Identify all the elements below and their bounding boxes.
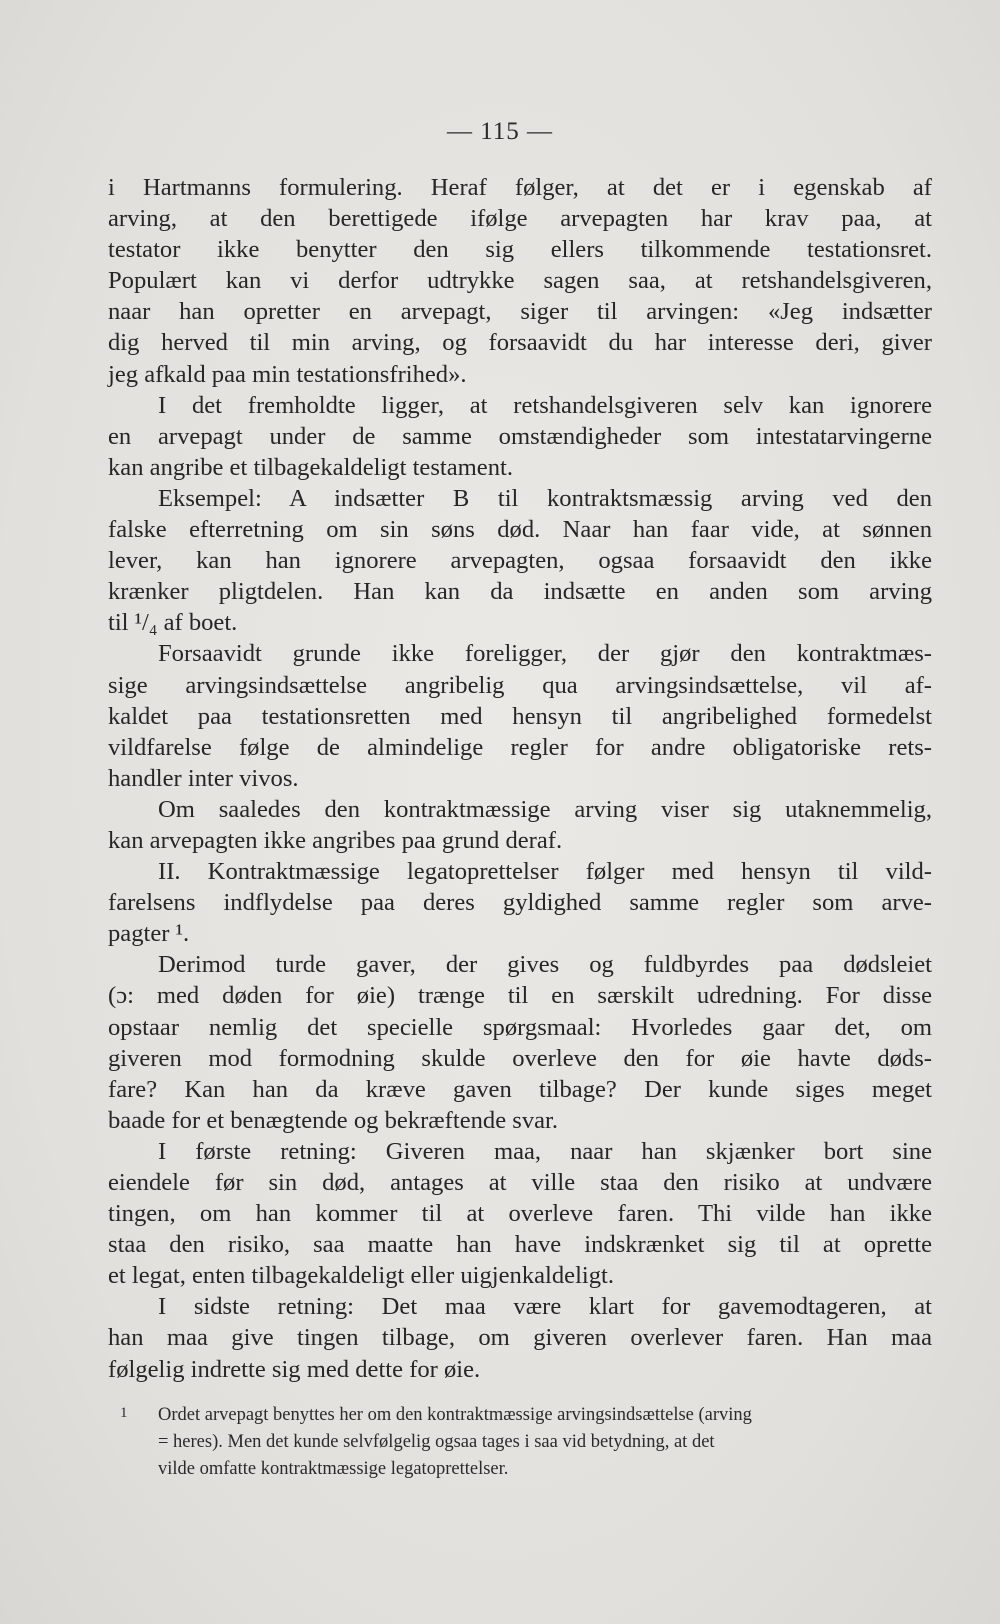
text-line: jeg afkald paa min testationsfrihed». [108,360,467,388]
text-line: et legat, enten tilbagekaldeligt eller uigjenkaldeligt. [108,1262,615,1290]
text-line: kan angribe et tilbagekaldeligt testament. [108,453,513,481]
paragraph [108,856,932,949]
text-line: vildfarelse følge de almindelige regler for andre obligatoriske rets- [108,733,932,761]
text-line: staa den risiko, saa maatte han have indskrænket sig til at oprette [108,1231,932,1259]
footnote-text: Ordet arvepagt benyttes her om den kontraktmæssige arvingsindsættelse (arving [158,1405,752,1425]
paragraph [108,949,932,1136]
text-line: krænker pligtdelen. Han kan da indsætte en anden som arving [108,578,932,606]
text-line: baade for et benægtende og bekræftende svar. [108,1106,559,1134]
text-line: falske efterretning om sin søns død. Naar han faar vide, at sønnen [108,516,932,544]
text-line: i Hartmanns formulering. Heraf følger, at det er i egenskab af [108,174,932,201]
paragraph [108,483,932,638]
text-line: opstaar nemlig det specielle spørgsmaal: Hvorledes gaar det, om [108,1013,932,1041]
text-line: farelsens indflydelse paa deres gyldighed samme regler som arve- [108,889,932,917]
text-line: han maa give tingen tilbage, om giveren overlever faren. Han maa [108,1324,932,1352]
text-line: pagter ¹. [108,920,190,948]
text-line: lever, kan han ignorere arvepagten, ogsaa forsaavidt den ikke [108,547,932,575]
paragraph [108,794,932,856]
body-text [108,172,932,1385]
paragraph [108,1136,932,1291]
text-line: sige arvingsindsættelse angribelig qua arvingsindsættelse, vil af- [108,671,932,699]
text-line: I sidste retning: Det maa være klart for gavemodtageren, at [158,1293,932,1321]
text-line: kan arvepagten ikke angribes paa grund deraf. [108,826,563,854]
text-line: testator ikke benytter den sig ellers tilkommende testationsret. [108,236,932,264]
text-line: giveren mod formodning skulde overleve den for øie havte døds- [108,1044,932,1072]
footnote-line: = heres). Men det kunde selvfølgelig ogsaa tages i saa vid betydning, at det [158,1432,715,1452]
page-number: — 115 — [446,118,554,145]
text-line: dig herved til min arving, og forsaavidt du har interesse deri, giver [108,329,932,357]
footnote-line: vilde omfatte kontraktmæssige legatoprettelser. [158,1459,509,1479]
text-line: arving, at den berettigede ifølge arvepagten har krav paa, at [108,205,932,233]
text-line: II. Kontraktmæssige legatoprettelser følger med hensyn til vild- [158,858,932,886]
footnote-mark: 1 [120,1405,128,1421]
text-line: handler inter vivos. [108,764,299,792]
text-line: til ¹/₄ af boet. [108,609,238,637]
text-line: følgelig indrette sig med dette for øie. [108,1355,481,1383]
footnote-line [120,1400,930,1429]
paragraph [108,1291,932,1384]
text-line: eiendele før sin død, antages at ville staa den risiko at undvære [108,1169,932,1196]
text-line: Forsaavidt grunde ikke foreligger, der gjør den kontraktmæs- [158,640,932,668]
text-line: Derimod turde gaver, der gives og fuldbyrdes paa dødsleiet [158,951,932,979]
text-line: kaldet paa testationsretten med hensyn til angribelighed formedelst [108,702,932,730]
text-line: Populært kan vi derfor udtrykke sagen saa, at retshandelsgiveren, [108,267,932,295]
text-line: fare? Kan han da kræve gaven tilbage? Der kunde siges meget [108,1075,932,1103]
text-line: (ɔ: med døden for øie) trænge til en særskilt udredning. For disse [108,982,932,1010]
paragraph [108,390,932,483]
text-line: Om saaledes den kontraktmæssige arving viser sig utaknemmelig, [158,795,932,823]
footnote [120,1400,930,1483]
text-line: naar han opretter en arvepagt, siger til arvingen: «Jeg indsætter [108,298,932,326]
text-line: I det fremholdte ligger, at retshandelsgiveren selv kan ignorere [158,391,932,419]
text-line: I første retning: Giveren maa, naar han skjænker bort sine [158,1137,932,1165]
text-line: Eksempel: A indsætter B til kontraktsmæssig arving ved den [158,484,932,512]
text-line: tingen, om han kommer til at overleve faren. Thi vilde han ikke [108,1200,932,1228]
text-line: en arvepagt under de samme omstændigheder som intestatarvingerne [108,422,932,450]
paragraph [108,172,932,390]
paragraph [108,638,932,793]
